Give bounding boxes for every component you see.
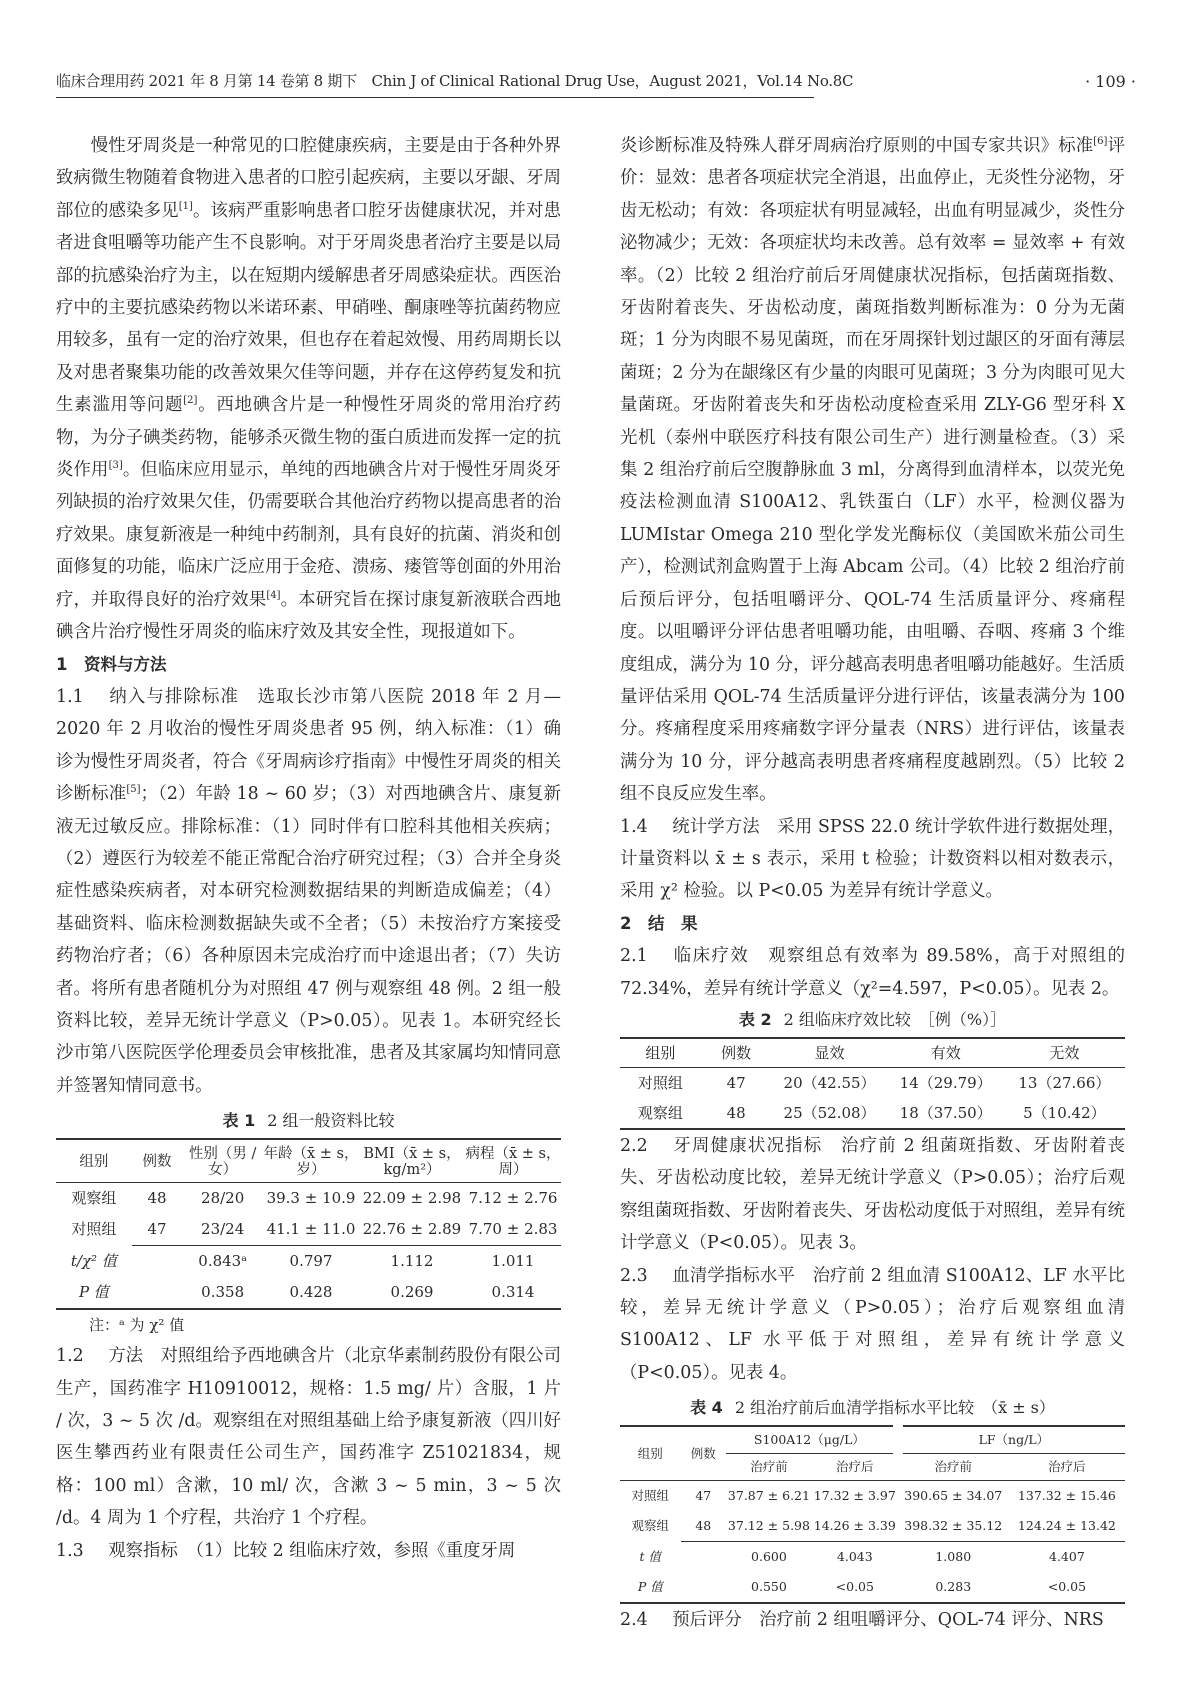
section-2-1: 2.1 临床疗效 观察组总有效率为 89.58%，高于对照组的 72.34%，差异有统计学意义（χ²=4.597，P<0.05）。见表 2。 — [620, 946, 1125, 999]
table-row: 观察组 48 37.12 ± 5.98 14.26 ± 3.39 398.32 ± 35.12 124.24 ± 13.42 — [631, 1518, 1116, 1534]
citation-1: [1] — [178, 200, 193, 212]
table-row: 对照组 47 20（42.55） 14（29.79） 13（27.66） — [637, 1073, 1111, 1092]
table-stat-row: P 值 0.550 <0.05 0.283 <0.05 — [637, 1579, 1087, 1595]
section-title: 统计学方法 — [672, 816, 760, 837]
table-stat-row: t 值 0.600 4.043 1.080 4.407 — [620, 1542, 1125, 1573]
table-stat-row: t/χ² 值 0.843ᵃ 0.797 1.112 1.011 — [56, 1246, 561, 1278]
table2-caption: 表 2 2 组临床疗效比较 ［例（%）］ — [738, 1009, 1007, 1029]
section-1-3-continued: 炎诊断标准及特殊人群牙周病治疗原则的中国专家共识》标准[6]评价：显效：患者各项症状完全消退，出血停止，无炎性分泌物，牙齿无松动；有效：各项症状有明显减轻，出血有明显减少，炎性分泌物减少；无效：各项症状均未改善。总有效率 = 显效率 + 有效率。（2）比较 2 组治疗前后牙周健康状况指标，包括菌斑指数、牙齿附着丧失、牙齿松动度，菌斑指数判断标准为：0 分为无菌斑；1 分为肉眼不易见菌斑，而在牙周探针划过龈区的牙面有薄层菌斑；2 分为在龈缘区有少量的肉眼可见菌斑；3 分为肉眼可见大量菌斑。牙齿附着丧失和牙齿松动度检查采用 ZLY-G6 型牙科 X 光机（泰州中联医疗科技有限公司生产）进行测量检查。（3）采集 2 组治疗前后空腹静脉血 3 ml，分离得到血清样本，以荧光免疫法检测血清 S100A12、乳铁蛋白（LF）水平，检测仪器为 LUMIstar Omega 210 型化学发光酶标仪（美国欧米茄公司生产），检测试剂盒购置于上海 Abcam 公司。（4）比较 2 组治疗前后预后评分，包括咀嚼评分、QOL-74 生活质量评分、疼痛程度。以咀嚼评分评估患者咀嚼功能，由咀嚼、吞咽、疼痛 3 个维度组成，满分为 10 分，评分越高表明患者咀嚼功能越好。生活质量评估采用 QOL-74 生活质量评分进行评估，该量表满分为 100 分。疼痛程度采用疼痛数字评分量表（NRS）进行评估，该量表满分为 10 分，评分越高表明患者疼痛程度越剧烈。（5）比较 2 组不良反应发生率。 — [620, 136, 1125, 805]
section-1-4: 1.4 统计学方法 采用 SPSS 22.0 统计学软件进行数据处理，计量资料以 x̄ ± s 表示，采用 t 检验；计数资料以相对数表示，采用 χ² 检验。以 P<0.05 为差异有统计学意义。 — [620, 816, 1125, 902]
section-1-2: 1.2 方法 对照组给予西地碘含片（北京华素制药股份有限公司生产，国药准字 H10910012，规格：1.5 mg/ 片）含服，1 片 / 次，3 ~ 5 次 /d。观察组在对照组基础上给予康复新液（四川好医生攀西药业有限责任公司生产，国药准字 Z51021834，规格：100 ml）含漱，10 ml/ 次，含漱 3 ~ 5 min，3 ~ 5 次 /d。4 周为 1 个疗程，共治疗 1 个疗程。 — [56, 1346, 561, 1529]
table-row: 观察组 48 28/20 39.3 ± 10.9 22.09 ± 2.98 7.12 ± 2.76 — [71, 1189, 558, 1208]
section-1-3: 1.3 观察指标 （1）比较 2 组临床疗效，参照《重度牙周 — [56, 1540, 516, 1561]
left-column — [56, 130, 561, 1567]
journal-citation: 临床合理用药 2021 年 8 月第 14 卷第 8 期下 Chin J of Clinical Rational Drug Use，August 2021，Vol.14 No.8C — [56, 70, 814, 98]
section-2-3: 2.3 血清学指标水平 治疗前 2 组血清 S100A12、LF 水平比较，差异无统计学意义（P>0.05）；治疗后观察组血清 S100A12、LF 水平低于对照组，差异有统计学意义（P<0.05）。见表 4。 — [620, 1265, 1125, 1383]
table1-general-data: 组别 例数 性别（男 / 女） 年龄（x̄ ± s，岁） BMI（x̄ ± s，kg/m²） 病程（x̄ ± s，周） 观察组 48 28/20 39.3 ± 10.9 22.09 ± 2.98 7.12 ± 2.76 对照组 47 23/24 41.1 ± 11.0 22.76 ± 2.89 7.70 ± 2.83 t/χ² 值 0.843ᵃ 0.797 1.112 1.011 P 值 0.358 0.428 0.269 0.314 — [56, 1138, 561, 1310]
table-row: 对照组 47 23/24 41.1 ± 11.0 22.76 ± 2.89 7.70 ± 2.83 — [71, 1220, 558, 1239]
intro-paragraph: 慢性牙周炎是一种常见的口腔健康疾病，主要是由于各种外界致病微生物随着食物进入患者的口腔引起疾病，主要以牙龈、牙周部位的感染多见[1]。该病严重影响患者口腔牙齿健康状况，并对患者进食咀嚼等功能产生不良影响。对于牙周炎患者治疗主要是以局部的抗感染治疗为主，以在短期内缓解患者牙周感染症状。西医治疗中的主要抗感染药物以米诺环素、甲硝唑、酮康唑等抗菌药物应用较多，虽有一定的治疗效果，但也存在着起效慢、用药周期长以及对患者聚集功能的改善效果欠佳等问题，并存在这停药复发和抗生素滥用等问题[2]。西地碘含片是一种慢性牙周炎的常用治疗药物，为分子碘类药物，能够杀灭微生物的蛋白质进而发挥一定的抗炎作用[3]。但临床应用显示，单纯的西地碘含片对于慢性牙周炎牙列缺损的治疗效果欠佳，仍需要联合其他治疗药物以提高患者的治疗效果。康复新液是一种纯中药制剂，具有良好的抗菌、消炎和创面修复的功能，临床广泛应用于金疮、溃疡、瘘管等创面的外用治疗，并取得良好的治疗效果[4]。本研究旨在探讨康复新液联合西地碘含片治疗慢性牙周炎的临床疗效及其安全性，现报道如下。 — [56, 136, 561, 643]
section-title: 预后评分 — [672, 1610, 742, 1631]
section-title: 牙周健康状况指标 — [672, 1135, 823, 1156]
table1-note: 注：ᵃ 为 χ² 值 — [89, 1316, 185, 1335]
section-title: 方法 — [108, 1346, 144, 1367]
section-title: 血清学指标水平 — [672, 1265, 796, 1286]
citation-6: [6] — [1093, 136, 1108, 147]
citation-2: [2] — [183, 395, 198, 407]
section-heading-methods: 1 资料与方法 — [56, 654, 167, 674]
table1-caption: 表 1 2 组一般资料比较 — [222, 1111, 395, 1131]
citation-3: [3] — [108, 460, 123, 472]
right-column — [620, 130, 1125, 1637]
section-title: 观察指标 — [108, 1540, 178, 1561]
table4-serum-indicators: 组别 例数 S100A12（μg/L） LF（ng/L） 治疗前 治疗后 治疗前 治疗后 对照组 47 37.87 ± 6.21 17.32 ± 3.97 390.65 ± 34.07 137.32 ± 15.46 观察组 48 37.12 ± 5.98 14.26 ± 3.39 398.32 ± 35.12 124.24 ± 13.42 t 值 0.600 4.043 1.080 4.407 P 值 0.550 <0.05 0.283 <0.05 — [620, 1425, 1125, 1604]
section-2-2: 2.2 牙周健康状况指标 治疗前 2 组菌斑指数、牙齿附着丧失、牙齿松动度比较，差异无统计学意义（P>0.05）；治疗后观察组菌斑指数、牙齿附着丧失、牙齿松动度低于对照组，差异有统计学意义（P<0.05）。见表 3。 — [620, 1135, 1125, 1254]
section-1-1: 1.1 纳入与排除标准 选取长沙市第八医院 2018 年 2 月—2020 年 2 月收治的慢性牙周炎患者 95 例，纳入标准：（1）确诊为慢性牙周炎者，符合《牙周病诊疗指南》中慢性牙周炎的相关诊断标准[5]；（2）年龄 18 ~ 60 岁；（3）对西地碘含片、康复新液无过敏反应。排除标准：（1）同时伴有口腔科其他相关疾病；（2）遵医行为较差不能正常配合治疗研究过程；（3）合并全身炎症性感染疾病者，对本研究检测数据结果的判断造成偏差；（4）基础资料、临床检测数据缺失或不全者；（5）未按治疗方案接受药物治疗者；（6）各种原因未完成治疗而中途退出者；（7）失访者。将所有患者随机分为对照组 47 例与观察组 48 例。2 组一般资料比较，差异无统计学意义（P>0.05）。见表 1。本研究经长沙市第八医院医学伦理委员会审核批准，患者及其家属均知情同意并签署知情同意书。 — [56, 686, 561, 1096]
section-heading-results: 2 结 果 — [620, 913, 698, 933]
section-title: 临床疗效 — [672, 946, 750, 967]
table-row: 对照组 47 37.87 ± 6.21 17.32 ± 3.97 390.65 ± 34.07 137.32 ± 15.46 — [620, 1481, 1125, 1512]
table4-caption: 表 4 2 组治疗前后血清学指标水平比较 （x̄ ± s） — [690, 1398, 1055, 1418]
table2-clinical-efficacy: 组别 例数 显效 有效 无效 对照组 47 20（42.55） 14（29.79） 13（27.66） 观察组 48 25（52.08） 18（37.50） 5（10.42） — [620, 1037, 1125, 1130]
table-stat-row: P 值 0.358 0.428 0.269 0.314 — [78, 1283, 535, 1302]
table-row: 观察组 48 25（52.08） 18（37.50） 5（10.42） — [637, 1103, 1106, 1122]
citation-4: [4] — [266, 589, 281, 601]
page-number: · 109 · — [1085, 72, 1136, 91]
section-title: 纳入与排除标准 — [108, 686, 240, 707]
citation-5: [5] — [126, 784, 141, 796]
section-2-4: 2.4 预后评分 治疗前 2 组咀嚼评分、QOL-74 评分、NRS — [620, 1610, 1104, 1631]
running-header — [56, 70, 1146, 100]
